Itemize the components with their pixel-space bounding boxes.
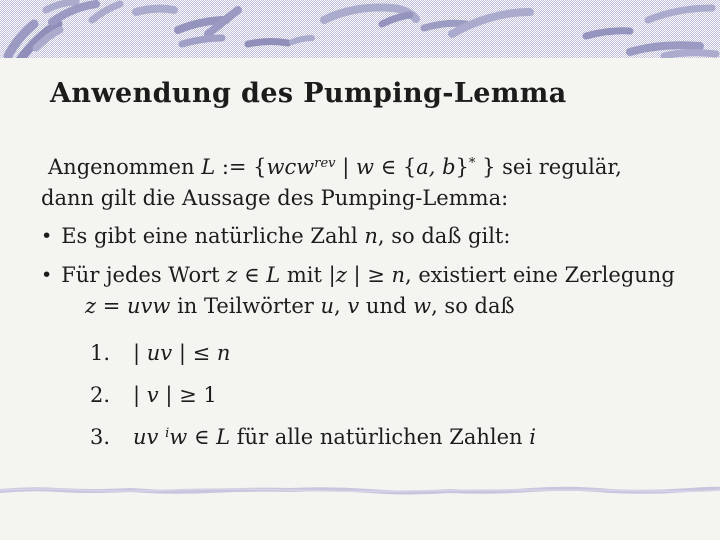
bullet-1-text: Es gibt eine natürliche Zahl n, so daß gilt: bbox=[61, 224, 511, 248]
item-2-formula: | v | ≥ 1 bbox=[133, 383, 217, 407]
footer-divider-line bbox=[0, 482, 720, 498]
numbered-item-1 bbox=[0, 341, 720, 371]
item-2-number: 2. bbox=[90, 383, 111, 407]
bullet-item-2 bbox=[41, 263, 675, 287]
intro-line-2: dann gilt die Aussage des Pumping-Lemma: bbox=[41, 186, 509, 210]
bullet-icon: • bbox=[41, 264, 53, 286]
numbered-item-3 bbox=[0, 425, 720, 455]
slide-title: Anwendung des Pumping-Lemma bbox=[50, 78, 567, 109]
item-3-number: 3. bbox=[90, 425, 111, 449]
numbered-item-2 bbox=[0, 383, 720, 413]
bullet-item-1 bbox=[41, 224, 510, 248]
bullet-2-text-line-2: z = uvw in Teilwörter u, v und w, so daß bbox=[85, 294, 515, 318]
bullet-icon: • bbox=[41, 225, 53, 247]
item-1-number: 1. bbox=[90, 341, 111, 365]
intro-line-1: Angenommen L := {wcw$^{rev}$ | w ∈ {a, b}* } sei regulär, bbox=[48, 155, 622, 179]
item-1-formula: | uv | ≤ n bbox=[133, 341, 231, 365]
brush-strokes-graphic bbox=[0, 0, 720, 58]
header-decoration-band bbox=[0, 0, 720, 58]
bullet-2-text-line-1: Für jedes Wort z ∈ L mit |z | ≥ n, existiert eine Zerlegung bbox=[61, 263, 675, 287]
item-3-formula: uv $^i$w ∈ L für alle natürlichen Zahlen i bbox=[133, 425, 536, 449]
